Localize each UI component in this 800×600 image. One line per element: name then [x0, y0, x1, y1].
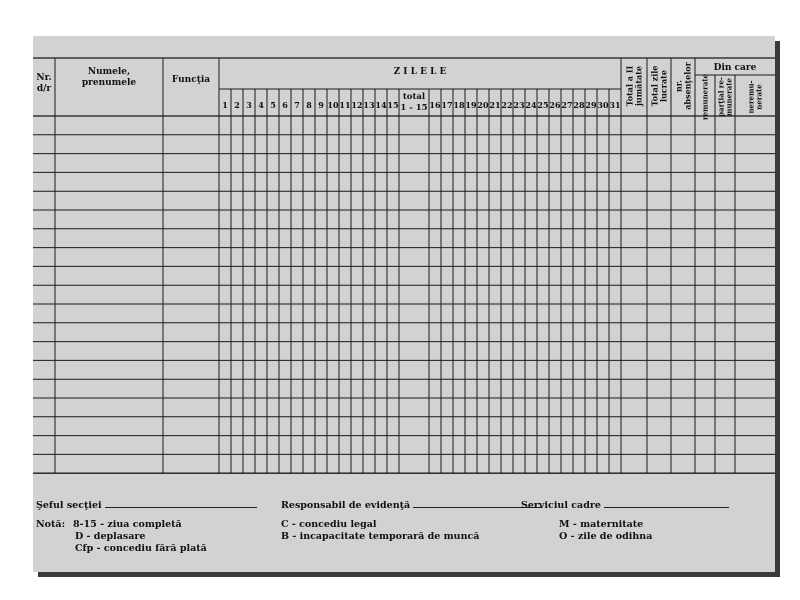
legend-item: 8-15 - ziua completă — [73, 519, 182, 530]
header-nr: Nr. — [36, 73, 52, 83]
day-label: 7 — [294, 100, 300, 110]
signature-cadre — [521, 498, 729, 512]
day-label: 16 — [429, 100, 441, 110]
legend-column-2 — [281, 519, 479, 543]
day-total-label: total — [402, 92, 426, 102]
day-label: 15 — [387, 100, 399, 110]
day-label: 23 — [513, 100, 525, 110]
day-label: 13 — [363, 100, 375, 110]
day-label: 18 — [453, 100, 465, 110]
legend-item: O - zile de odihna — [559, 531, 653, 542]
signature-sef — [36, 498, 257, 512]
day-label: 21 — [489, 100, 501, 110]
day-label: 4 — [258, 100, 264, 110]
header-remunerate — [700, 73, 709, 120]
day-label: 14 — [375, 100, 387, 110]
header-total-zile — [649, 66, 668, 107]
day-label: 26 — [549, 100, 561, 110]
legend-item: D - deplasare — [75, 531, 146, 542]
signature-responsabil — [281, 498, 541, 512]
day-label: 1 — [222, 100, 228, 110]
day-label: 5 — [270, 100, 276, 110]
signature-sef-line — [105, 498, 257, 508]
day-label: 12 — [351, 100, 363, 110]
header-nr-absente-text: absenţelor — [682, 62, 693, 110]
day-label: 24 — [525, 100, 537, 110]
legend-column-1 — [73, 519, 207, 555]
day-label: 17 — [441, 100, 453, 110]
day-label: 31 — [609, 100, 621, 110]
day-label: 10 — [327, 100, 339, 110]
legend-item: M - maternitate — [559, 519, 644, 530]
header-total-jumatate — [624, 65, 643, 107]
header-total-zile-text: Total zile — [649, 65, 660, 107]
signature-sef-label: Şeful secţiei — [36, 500, 102, 511]
signature-cadre-line — [604, 498, 729, 508]
signature-cadre-label: Serviciul cadre — [521, 500, 601, 511]
legend-item: Cfp - concediu fără plată — [75, 543, 207, 554]
day-label: 6 — [282, 100, 288, 110]
legend-item: B - incapacitate temporară de muncă — [281, 531, 480, 542]
day-label: 8 — [306, 100, 312, 110]
day-label: 29 — [585, 100, 597, 110]
header-nume: Numele, — [87, 67, 131, 77]
header-neremunerate — [746, 80, 763, 113]
header-total-jumatate-text: jumătate — [633, 65, 644, 107]
signature-responsabil-label: Responsabil de evidenţă — [281, 500, 411, 511]
header-nr-absente — [673, 61, 692, 109]
header-zilele: Z I L E L E — [393, 67, 447, 77]
day-label: 30 — [597, 100, 609, 110]
day-label: 20 — [477, 100, 489, 110]
day-label: 3 — [246, 100, 252, 110]
header-din-care: Din care — [713, 63, 757, 73]
header-nr-absente-text: nr. — [673, 79, 684, 93]
timesheet-grid — [33, 36, 775, 496]
legend-item: C - concediu legal — [281, 519, 377, 530]
day-label: 9 — [318, 100, 324, 110]
day-label: 19 — [465, 100, 477, 110]
day-label: 28 — [573, 100, 585, 110]
day-label: 22 — [501, 100, 513, 110]
header-nume: prenumele — [81, 78, 137, 88]
header-neremunerate-text: neremu- — [746, 80, 756, 114]
day-label: 11 — [339, 100, 351, 110]
header-nr: d/r — [36, 84, 52, 94]
header-neremunerate-text: nerate — [754, 84, 764, 110]
header-partial-text: parţial re- — [716, 77, 726, 117]
header-partial — [716, 77, 733, 117]
header-functia: Funcţia — [171, 75, 211, 85]
header-total-jumatate-text: Total a II — [624, 65, 635, 107]
legend-column-3 — [559, 519, 652, 543]
day-label: 2 — [234, 100, 240, 110]
day-label: 25 — [537, 100, 549, 110]
header-partial-text: munerate — [724, 78, 734, 116]
timesheet-form — [33, 36, 775, 572]
day-label: 27 — [561, 100, 573, 110]
header-total-zile-text: lucrate — [658, 70, 669, 102]
header-remunerate-text: remunerate — [700, 73, 710, 121]
legend-title: Notă: — [36, 519, 66, 530]
day-total-label: 1 - 15 — [400, 103, 428, 113]
